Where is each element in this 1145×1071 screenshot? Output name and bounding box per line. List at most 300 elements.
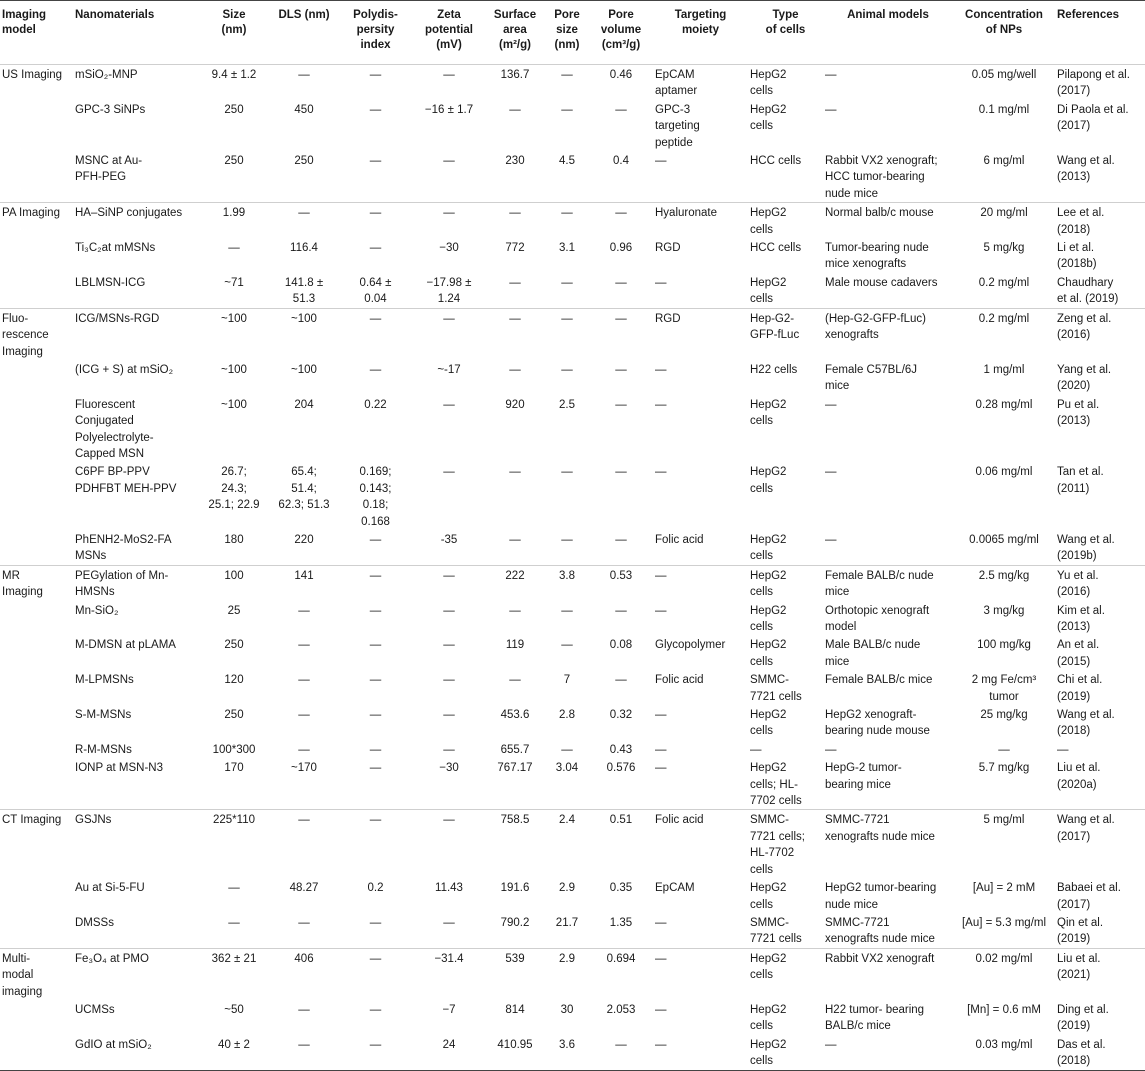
cell-size: 25 (227, 604, 241, 617)
cell-animal-model: HepG2 xenograft- bearing nude mouse (825, 709, 930, 738)
cell-dls: — (298, 674, 310, 687)
cell-pdi: — (369, 916, 382, 929)
cell-reference: Lee et al. (2018) (1055, 203, 1145, 238)
cell-pore-volume: 0.43 (609, 743, 633, 756)
cell-imaging-model (0, 758, 73, 810)
cell-reference: Ding et al. (2019) (1057, 1003, 1109, 1033)
cell-targeting-moiety: — (653, 565, 748, 600)
cell-zeta: −30 (439, 242, 459, 255)
cell-imaging-model (0, 530, 73, 565)
cell-pore-size: — (545, 203, 589, 238)
cell-surface-area: 410.95 (497, 1038, 533, 1051)
cell-pore-size: — (561, 604, 573, 617)
cell-animal-model: — (823, 65, 953, 100)
cell-cell-type: HepG2 cells; HL- 7702 cells (750, 762, 802, 808)
cell-zeta: — (443, 398, 455, 411)
cell-zeta: 24 (442, 1038, 456, 1051)
cell-cell-type: HepG2 cells (750, 604, 787, 633)
cell-pore-volume: 0.32 (609, 709, 633, 722)
cell-cell-type: HepG2 cells (748, 948, 823, 1000)
cell-pdi: — (369, 242, 382, 255)
table-row (0, 100, 1145, 151)
cell-reference: Babaei et al. (2017) (1057, 882, 1121, 911)
cell-surface-area: 191.6 (500, 882, 530, 895)
cell-animal-model: Rabbit VX2 xenograft (823, 948, 953, 1000)
cell-zeta: -35 (440, 533, 458, 546)
cell-zeta: — (413, 203, 485, 238)
cell-nanomaterial: mSiO₂-MNP (73, 65, 198, 100)
cell-pore-size: 21.7 (555, 916, 579, 929)
cell-cell-type: HepG2 cells (750, 882, 787, 911)
cell-imaging-model (0, 1000, 73, 1035)
table-row (0, 530, 1145, 565)
cell-dls: — (298, 639, 310, 652)
cell-reference: Di Paola et al. (2017) (1057, 103, 1129, 133)
cell-surface-area: 814 (505, 1003, 525, 1016)
cell-pore-size: — (545, 308, 589, 360)
cell-cell-type: HepG2 cells (750, 398, 787, 428)
table-row (0, 601, 1145, 636)
cell-pore-volume: 0.53 (589, 565, 653, 600)
cell-surface-area: — (509, 103, 521, 116)
cell-pore-volume: 0.96 (609, 242, 633, 255)
cell-concentration: [Mn] = 0.6 mM (967, 1003, 1041, 1016)
cell-zeta: — (443, 674, 455, 687)
cell-surface-area: 655.7 (500, 743, 530, 756)
cell-pore-size: — (561, 639, 573, 652)
cell-nanomaterial: GPC-3 SiNPs (75, 103, 146, 116)
cell-pore-volume: 1.35 (609, 916, 633, 929)
cell-nanomaterial: HA–SiNP conjugates (73, 203, 198, 238)
cell-dls: 65.4; 51.4; 62.3; 51.3 (278, 466, 330, 512)
cell-surface-area: — (509, 604, 521, 617)
cell-pore-size: 2.4 (545, 810, 589, 878)
cell-targeting-moiety: Glycopolymer (655, 639, 726, 652)
cell-pore-size: 30 (560, 1003, 574, 1016)
cell-cell-type: HCC cells (750, 155, 802, 168)
cell-pdi: — (369, 604, 382, 617)
cell-pdi: — (369, 533, 382, 546)
cell-pore-size: — (561, 533, 573, 546)
cell-surface-area: 767.17 (497, 762, 533, 775)
cell-cell-type: HepG2 cells (750, 1003, 787, 1033)
cell-surface-area: 539 (485, 948, 545, 1000)
cell-pdi: — (338, 810, 413, 878)
cell-size: 250 (224, 155, 244, 168)
cell-cell-type: HepG2 cells (750, 1038, 787, 1068)
cell-animal-model: Female BALB/c nude mice (823, 565, 953, 600)
table-row (0, 395, 1145, 463)
cell-imaging-model: Multi- modal imaging (0, 948, 73, 1000)
cell-targeting-moiety: — (655, 466, 667, 479)
cell-imaging-model: US Imaging (0, 65, 73, 100)
cell-dls: 250 (294, 155, 314, 168)
cell-targeting-moiety: EpCAM (655, 882, 695, 895)
cell-concentration: 20 mg/ml (953, 203, 1055, 238)
cell-surface-area: 119 (505, 639, 525, 652)
cell-dls: 116.4 (290, 242, 318, 255)
cell-cell-type: HepG2 cells (750, 276, 787, 306)
table-row (0, 705, 1145, 740)
cell-imaging-model (0, 601, 73, 636)
cell-surface-area: 230 (505, 155, 525, 168)
cell-cell-type: HepG2 cells (750, 103, 787, 133)
cell-cell-type: HepG2 cells (748, 203, 823, 238)
cell-pore-volume: — (615, 398, 627, 411)
cell-animal-model: H22 tumor- bearing BALB/c mice (825, 1003, 925, 1033)
table-row (0, 462, 1145, 530)
cell-cell-type: HCC cells (750, 242, 802, 255)
cell-pore-volume: 0.08 (609, 639, 633, 652)
cell-pore-volume: — (615, 604, 627, 617)
header-cell-type: Type of cells (765, 9, 806, 36)
cell-pore-size: — (561, 363, 573, 376)
cell-size: 180 (224, 533, 244, 546)
cell-reference: Chaudhary et al. (2019) (1057, 276, 1119, 306)
cell-surface-area: 772 (505, 242, 525, 255)
cell-reference: Yang et al. (2020) (1057, 363, 1112, 393)
table-row (0, 65, 1145, 100)
cell-reference: Li et al. (2018b) (1057, 242, 1097, 271)
cell-imaging-model (0, 705, 73, 740)
cell-reference: Kim et al. (2013) (1057, 604, 1105, 633)
cell-dls: 450 (294, 103, 314, 116)
cell-size: 100*300 (212, 743, 256, 756)
cell-concentration: 25 mg/kg (980, 709, 1028, 722)
cell-cell-type: SMMC- 7721 cells (750, 916, 802, 946)
cell-animal-model: (Hep-G2-GFP-fLuc) xenografts (823, 308, 953, 360)
cell-targeting-moiety: — (655, 363, 667, 376)
cell-cell-type: HepG2 cells (750, 639, 787, 668)
cell-size: ~50 (224, 1003, 244, 1016)
cell-pore-volume: 0.51 (589, 810, 653, 878)
cell-dls: — (298, 916, 310, 929)
table-row (0, 878, 1145, 913)
cell-pore-volume: 0.694 (589, 948, 653, 1000)
cell-size: 9.4 ± 1.2 (198, 65, 270, 100)
cell-surface-area: 790.2 (500, 916, 530, 929)
cell-pore-size: 3.8 (545, 565, 589, 600)
cell-pdi: — (338, 65, 413, 100)
table-row (0, 273, 1145, 308)
cell-pore-size: — (545, 65, 589, 100)
cell-surface-area: — (485, 308, 545, 360)
cell-surface-area: 222 (485, 565, 545, 600)
header-references: References (1057, 9, 1120, 21)
cell-nanomaterial: Fe₃O₄ at PMO (73, 948, 198, 1000)
cell-nanomaterial: Fluorescent Conjugated Polyelectrolyte- Capped MSN (75, 398, 154, 460)
cell-pore-volume: — (615, 1038, 627, 1051)
cell-pdi: 0.64 ± 0.04 (359, 276, 392, 306)
cell-pore-volume: 0.576 (606, 762, 636, 775)
table-body (0, 65, 1145, 1071)
cell-imaging-model (0, 151, 73, 203)
cell-size: — (228, 242, 240, 255)
cell-zeta: ~-17 (437, 363, 461, 376)
cell-dls: — (270, 810, 338, 878)
cell-reference: Chi et al. (2019) (1057, 674, 1103, 703)
table-row (0, 635, 1145, 670)
cell-surface-area: — (485, 203, 545, 238)
cell-size: 26.7; 24.3; 25.1; 22.9 (208, 466, 260, 512)
cell-pdi: — (338, 308, 413, 360)
cell-cell-type: SMMC- 7721 cells (750, 674, 802, 703)
cell-surface-area: — (509, 533, 521, 546)
cell-pdi: 0.2 (367, 882, 384, 895)
cell-zeta: — (443, 743, 455, 756)
cell-reference: Wang et al. (2013) (1057, 155, 1115, 184)
cell-concentration: 0.28 mg/ml (975, 398, 1033, 411)
cell-pore-volume: 0.46 (589, 65, 653, 100)
cell-dls: 204 (294, 398, 314, 411)
cell-concentration: 3 mg/kg (983, 604, 1025, 617)
cell-animal-model: Male mouse cadavers (825, 276, 938, 289)
cell-animal-model: — (825, 533, 837, 546)
cell-pore-volume: — (615, 533, 627, 546)
cell-dls: — (298, 1038, 310, 1051)
cell-concentration: 1 mg/ml (983, 363, 1025, 376)
cell-imaging-model: Fluo- rescence Imaging (0, 308, 73, 360)
cell-concentration: 0.03 mg/ml (975, 1038, 1033, 1051)
header-polydispersity: Polydis- persity index (353, 9, 398, 51)
cell-targeting-moiety: — (655, 1003, 667, 1016)
cell-zeta: — (443, 604, 455, 617)
cell-reference: Wang et al. (2017) (1055, 810, 1145, 878)
cell-nanomaterial: M-DMSN at pLAMA (75, 639, 176, 652)
cell-zeta: −17.98 ± 1.24 (426, 276, 472, 306)
cell-targeting-moiety: — (655, 709, 667, 722)
cell-animal-model: — (825, 103, 837, 116)
cell-pdi: — (369, 363, 382, 376)
cell-size: 120 (224, 674, 244, 687)
table-row (0, 308, 1145, 360)
cell-targeting-moiety: — (655, 762, 667, 775)
cell-size: ~71 (224, 276, 244, 289)
cell-pore-size: 2.9 (559, 882, 575, 895)
cell-surface-area: 136.7 (485, 65, 545, 100)
cell-zeta: −7 (442, 1003, 456, 1016)
cell-size: 250 (224, 103, 244, 116)
cell-surface-area: — (509, 466, 521, 479)
cell-imaging-model (0, 100, 73, 151)
cell-animal-model: — (825, 1038, 837, 1051)
header-size: Size (nm) (221, 9, 247, 36)
cell-zeta: — (413, 308, 485, 360)
cell-concentration: 0.06 mg/ml (975, 466, 1033, 479)
cell-nanomaterial: Ti₃C₂at mMSNs (75, 242, 156, 255)
cell-nanomaterial: R-M-MSNs (75, 743, 132, 756)
cell-dls: — (298, 1003, 310, 1016)
cell-zeta: — (413, 810, 485, 878)
cell-animal-model: Female C57BL/6J mice (825, 363, 918, 393)
cell-cell-type: HepG2 cells (750, 533, 787, 563)
cell-imaging-model (0, 878, 73, 913)
cell-concentration: 0.05 mg/well (953, 65, 1055, 100)
cell-reference: Wang et al. (2019b) (1057, 533, 1115, 563)
header-dls: DLS (nm) (278, 9, 330, 21)
table-row (0, 948, 1145, 1000)
table-row (0, 1000, 1145, 1035)
cell-imaging-model (0, 670, 73, 705)
table-row (0, 1035, 1145, 1070)
table-row (0, 360, 1145, 395)
cell-pore-volume: — (615, 466, 627, 479)
cell-concentration: 6 mg/ml (983, 155, 1025, 168)
cell-surface-area: 920 (505, 398, 525, 411)
cell-pdi: — (369, 1003, 382, 1016)
cell-nanomaterial: PEGylation of Mn- HMSNs (73, 565, 198, 600)
cell-dls: 406 (270, 948, 338, 1000)
cell-dls: 48.27 (289, 882, 319, 895)
cell-cell-type: H22 cells (750, 363, 798, 376)
cell-concentration: 0.2 mg/ml (953, 308, 1055, 360)
cell-nanomaterial: LBLMSN-ICG (75, 276, 146, 289)
cell-imaging-model (0, 913, 73, 948)
cell-targeting-moiety: EpCAM aptamer (653, 65, 748, 100)
cell-cell-type: HepG2 cells (748, 65, 823, 100)
cell-pore-size: — (561, 743, 573, 756)
cell-dls: — (270, 65, 338, 100)
table-row (0, 670, 1145, 705)
cell-targeting-moiety: — (655, 155, 667, 168)
cell-size: 40 ± 2 (218, 1038, 250, 1051)
cell-targeting-moiety: Folic acid (655, 533, 704, 546)
table-row (0, 203, 1145, 238)
cell-pore-volume: 0.4 (613, 155, 629, 168)
header-imaging-model: Imaging model (2, 9, 47, 36)
cell-concentration: 5.7 mg/kg (978, 762, 1030, 775)
cell-pore-size: 7 (563, 674, 571, 687)
cell-nanomaterial: MSNC at Au- PFH-PEG (75, 155, 143, 184)
cell-imaging-model (0, 238, 73, 273)
cell-zeta: 11.43 (435, 882, 463, 895)
cell-imaging-model (0, 273, 73, 308)
cell-imaging-model (0, 1035, 73, 1070)
cell-nanomaterial: (ICG + S) at mSiO₂ (75, 363, 174, 376)
cell-zeta: — (443, 916, 455, 929)
cell-pdi: — (369, 103, 382, 116)
cell-animal-model: Male BALB/c nude mice (825, 639, 921, 668)
cell-zeta: — (413, 565, 485, 600)
header-zeta: Zeta potential (mV) (425, 9, 473, 51)
cell-reference: Das et al. (2018) (1057, 1038, 1106, 1068)
cell-zeta: −16 ± 1.7 (424, 103, 474, 116)
cell-cell-type: HepG2 cells (750, 466, 787, 495)
header-nanomaterials: Nanomaterials (75, 9, 155, 21)
cell-zeta: — (443, 466, 455, 479)
cell-imaging-model: PA Imaging (0, 203, 73, 238)
cell-nanomaterial: C6PF BP-PPV PDHFBT MEH-PPV (75, 466, 177, 495)
cell-concentration: 5 mg/kg (983, 242, 1025, 255)
cell-reference: Tan et al. (2011) (1057, 466, 1104, 495)
cell-pore-size: 2.9 (545, 948, 589, 1000)
table-row (0, 151, 1145, 203)
cell-dls: 141.8 ± 51.3 (284, 276, 324, 306)
cell-pdi: — (338, 948, 413, 1000)
cell-imaging-model: CT Imaging (0, 810, 73, 878)
cell-pdi: — (338, 203, 413, 238)
cell-nanomaterial: M-LPMSNs (75, 674, 134, 687)
cell-size: 362 ± 21 (198, 948, 270, 1000)
cell-dls: 141 (270, 565, 338, 600)
cell-pore-volume: — (589, 308, 653, 360)
cell-nanomaterial: UCMSs (75, 1003, 115, 1016)
cell-concentration: 2.5 mg/kg (953, 565, 1055, 600)
cell-size: 250 (224, 639, 244, 652)
header-surface-area: Surface area (m²/g) (493, 9, 537, 51)
cell-reference: — (1057, 743, 1069, 756)
cell-cell-type: HepG2 cells (748, 565, 823, 600)
cell-nanomaterial: ICG/MSNs-RGD (73, 308, 198, 360)
cell-nanomaterial: DMSSs (75, 916, 114, 929)
cell-targeting-moiety: Folic acid (655, 674, 704, 687)
cell-animal-model: SMMC-7721 xenografts nude mice (823, 810, 953, 878)
cell-pore-volume: — (615, 363, 627, 376)
cell-pore-size: — (561, 276, 573, 289)
header-pore-volume: Pore volume (cm³/g) (600, 9, 642, 51)
cell-animal-model: — (825, 466, 837, 479)
cell-targeting-moiety: GPC-3 targeting peptide (655, 103, 700, 149)
cell-concentration: — (998, 743, 1010, 756)
cell-dls: ~100 (270, 308, 338, 360)
cell-cell-type: Hep-G2- GFP-fLuc (748, 308, 823, 360)
cell-zeta: −30 (439, 762, 459, 775)
cell-pore-size: 3.04 (555, 762, 579, 775)
header-targeting-moiety: Targeting moiety (674, 9, 727, 36)
cell-targeting-moiety: RGD (655, 242, 681, 255)
cell-zeta: — (443, 639, 455, 652)
cell-pore-size: 3.1 (559, 242, 575, 255)
cell-animal-model: HepG-2 tumor- bearing mice (825, 762, 902, 791)
table-row (0, 758, 1145, 810)
cell-dls: 220 (294, 533, 314, 546)
cell-concentration: [Au] = 5.3 mg/ml (961, 916, 1047, 929)
cell-concentration: 100 mg/kg (977, 639, 1031, 652)
cell-dls: — (298, 604, 310, 617)
cell-reference: Pu et al. (2013) (1057, 398, 1100, 428)
cell-concentration: 2 mg Fe/cm³ tumor (971, 674, 1037, 703)
table-row (0, 238, 1145, 273)
cell-dls: — (298, 709, 310, 722)
cell-zeta: −31.4 (413, 948, 485, 1000)
cell-cell-type: SMMC- 7721 cells; HL-7702 cells (748, 810, 823, 878)
cell-zeta: — (413, 65, 485, 100)
cell-pore-volume: 0.35 (609, 882, 633, 895)
cell-reference: Liu et al. (2021) (1055, 948, 1145, 1000)
cell-targeting-moiety: — (655, 1038, 667, 1051)
cell-pore-volume: — (615, 103, 627, 116)
cell-size: — (228, 882, 240, 895)
cell-size: ~100 (221, 363, 247, 376)
cell-cell-type: — (750, 743, 762, 756)
cell-imaging-model (0, 360, 73, 395)
cell-zeta: — (443, 155, 455, 168)
cell-imaging-model (0, 740, 73, 758)
cell-pdi: 0.169; 0.143; 0.18; 0.168 (359, 466, 392, 528)
cell-animal-model: Normal balb/c mouse (823, 203, 953, 238)
cell-dls: ~170 (291, 762, 317, 775)
cell-concentration: 0.0065 mg/ml (969, 533, 1039, 546)
cell-pdi: — (369, 743, 382, 756)
cell-animal-model: Tumor-bearing nude mice xenografts (825, 242, 929, 271)
cell-pdi: — (369, 1038, 382, 1051)
cell-concentration: 5 mg/ml (953, 810, 1055, 878)
cell-targeting-moiety: RGD (653, 308, 748, 360)
cell-size: 170 (224, 762, 244, 775)
cell-pdi: — (338, 565, 413, 600)
cell-nanomaterial: Mn-SiO₂ (75, 604, 119, 617)
cell-animal-model: — (825, 398, 837, 411)
